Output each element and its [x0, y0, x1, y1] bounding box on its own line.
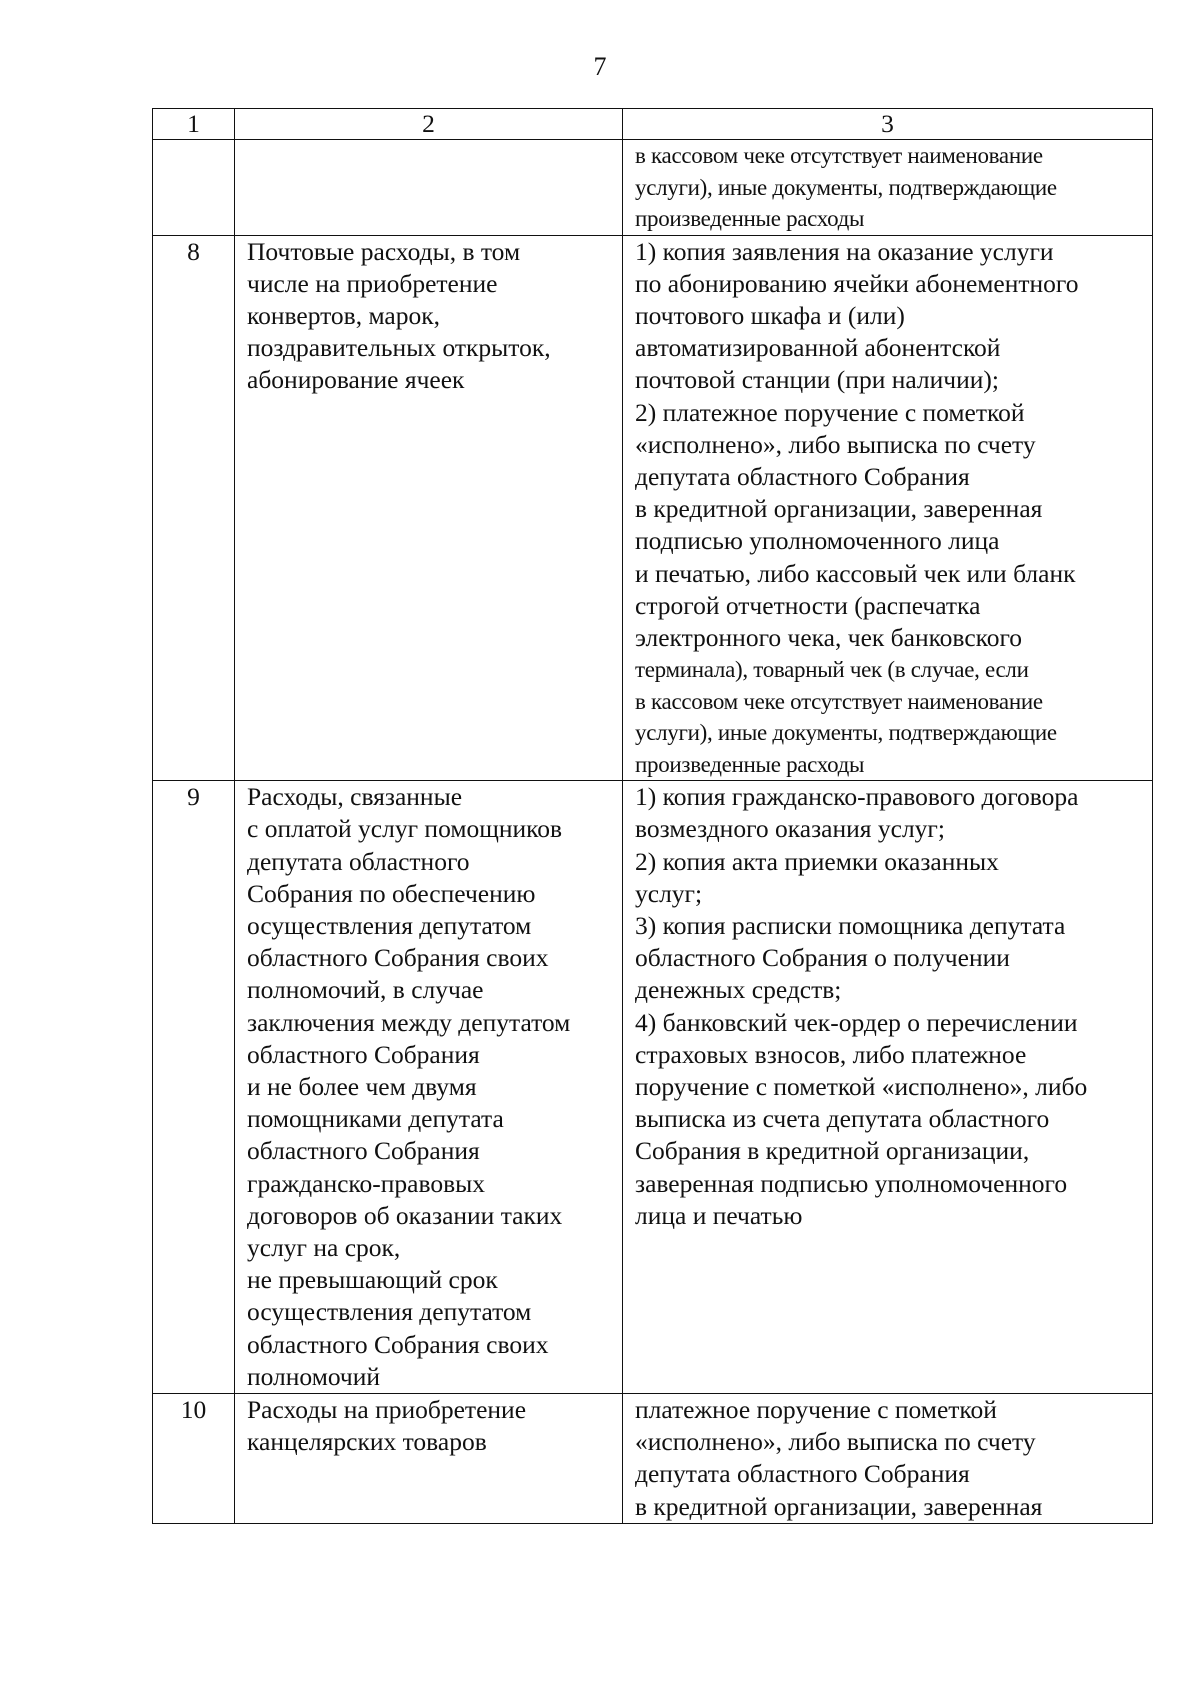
expense-type-cell	[235, 140, 623, 236]
text-line: помощниками депутата	[247, 1104, 504, 1134]
documents-cell	[623, 140, 1153, 236]
text-line: с оплатой услуг помощников	[247, 814, 563, 844]
row-number-cell: 10	[153, 1394, 235, 1524]
text-line: депутата областного Собрания	[635, 1459, 970, 1489]
text-line: услуг;	[635, 878, 703, 908]
text-line: Собрания по обеспечению	[247, 878, 536, 908]
text-line: абонирование ячеек	[247, 365, 465, 395]
text-line: в кассовом чеке отсутствует наименование	[635, 143, 1043, 168]
header-col-2: 2	[235, 109, 623, 140]
text-line: автоматизированной абонентской	[635, 333, 1001, 363]
header-col-3: 3	[623, 109, 1153, 140]
text-line: осуществления депутатом	[247, 1297, 532, 1327]
text-line: Расходы на приобретение	[247, 1395, 527, 1424]
text-line: лица и печатью	[635, 1200, 803, 1230]
text-line: областного Собрания своих	[247, 1329, 549, 1359]
text-line: в кредитной организации, заверенная	[635, 1491, 1043, 1521]
text-line: 3) копия расписки помощника депутата	[635, 910, 1066, 940]
text-line: в кассовом чеке отсутствует наименование	[635, 688, 1043, 714]
table-row	[153, 781, 1153, 1394]
text-line: в кредитной организации, заверенная	[635, 494, 1043, 524]
text-line: страховых взносов, либо платежное	[635, 1039, 1027, 1069]
text-line: поручение с пометкой «исполнено», либо	[635, 1071, 1088, 1101]
text-line: выписка из счета депутата областного	[635, 1104, 1050, 1134]
expenses-table	[152, 108, 1153, 1524]
text-line: депутата областного	[247, 846, 470, 876]
documents-cell	[623, 781, 1153, 1394]
text-line: по абонированию ячейки абонементного	[635, 268, 1079, 298]
documents-cell	[623, 1394, 1153, 1524]
row-number-cell	[153, 140, 235, 236]
row-number-cell: 8	[153, 235, 235, 781]
text-line: заключения между депутатом	[247, 1007, 571, 1037]
text-line: договоров об оказании таких	[247, 1200, 563, 1230]
text-line: полномочий	[247, 1361, 381, 1391]
text-line: электронного чека, чек банковского	[635, 622, 1023, 652]
row-number-cell: 9	[153, 781, 235, 1394]
text-line: полномочий, в случае	[247, 975, 484, 1005]
expense-type-cell	[235, 1394, 623, 1524]
text-line: Расходы, связанные	[247, 782, 463, 812]
text-line: почтового шкафа и (или)	[635, 300, 905, 330]
table-header-row	[153, 109, 1153, 140]
text-line: возмездного оказания услуг;	[635, 814, 945, 844]
text-line: областного Собрания о получении	[635, 943, 1010, 973]
text-line: услуги), иные документы, подтверждающие	[635, 720, 1057, 746]
page-number: 7	[593, 52, 607, 81]
text-line: услуги), иные документы, подтверждающие	[635, 174, 1057, 200]
text-line: почтовой станции (при наличии);	[635, 365, 999, 395]
text-line: и не более чем двумя	[247, 1071, 477, 1101]
text-line: подписью уполномоченного лица	[635, 526, 1000, 556]
text-line: 1) копия гражданско-правового договора	[635, 782, 1079, 812]
text-line: произведенные расходы	[635, 206, 865, 231]
text-line: Почтовые расходы, в том	[247, 236, 521, 266]
text-line: не превышающий срок	[247, 1265, 498, 1295]
text-line: строгой отчетности (распечатка	[635, 590, 981, 620]
table-row-continuation	[153, 140, 1153, 236]
text-line: конвертов, марок,	[247, 300, 441, 330]
text-line: поздравительных открыток,	[247, 333, 551, 363]
text-line: 2) копия акта приемки оказанных	[635, 846, 999, 876]
text-line: терминала), товарный чек (в случае, если	[635, 657, 1029, 683]
text-line: Собрания в кредитной организации,	[635, 1136, 1030, 1166]
expense-type-cell	[235, 781, 623, 1394]
documents-cell	[623, 235, 1153, 781]
text-line: 4) банковский чек-ордер о перечислении	[635, 1007, 1078, 1037]
text-line: гражданско-правовых	[247, 1168, 485, 1198]
text-line: 1) копия заявления на оказание услуги	[635, 236, 1054, 266]
text-line: канцелярских товаров	[247, 1427, 487, 1457]
text-line: областного Собрания своих	[247, 943, 549, 973]
expense-type-cell	[235, 235, 623, 781]
text-line: произведенные расходы	[635, 751, 865, 777]
text-line: областного Собрания	[247, 1136, 480, 1166]
text-line: «исполнено», либо выписка по счету	[635, 1427, 1036, 1457]
text-line: числе на приобретение	[247, 268, 498, 298]
text-line: 2) платежное поручение с пометкой	[635, 397, 1025, 427]
text-line: областного Собрания	[247, 1039, 480, 1069]
text-line: платежное поручение с пометкой	[635, 1395, 997, 1424]
text-line: осуществления депутатом	[247, 910, 532, 940]
text-line: услуг на срок,	[247, 1232, 401, 1262]
text-line: заверенная подписью уполномоченного	[635, 1168, 1068, 1198]
text-line: денежных средств;	[635, 975, 842, 1005]
text-line: и печатью, либо кассовый чек или бланк	[635, 558, 1076, 588]
table-row	[153, 1394, 1153, 1524]
table-row	[153, 235, 1153, 781]
header-col-1: 1	[153, 109, 235, 140]
text-line: «исполнено», либо выписка по счету	[635, 429, 1036, 459]
text-line: депутата областного Собрания	[635, 461, 970, 491]
